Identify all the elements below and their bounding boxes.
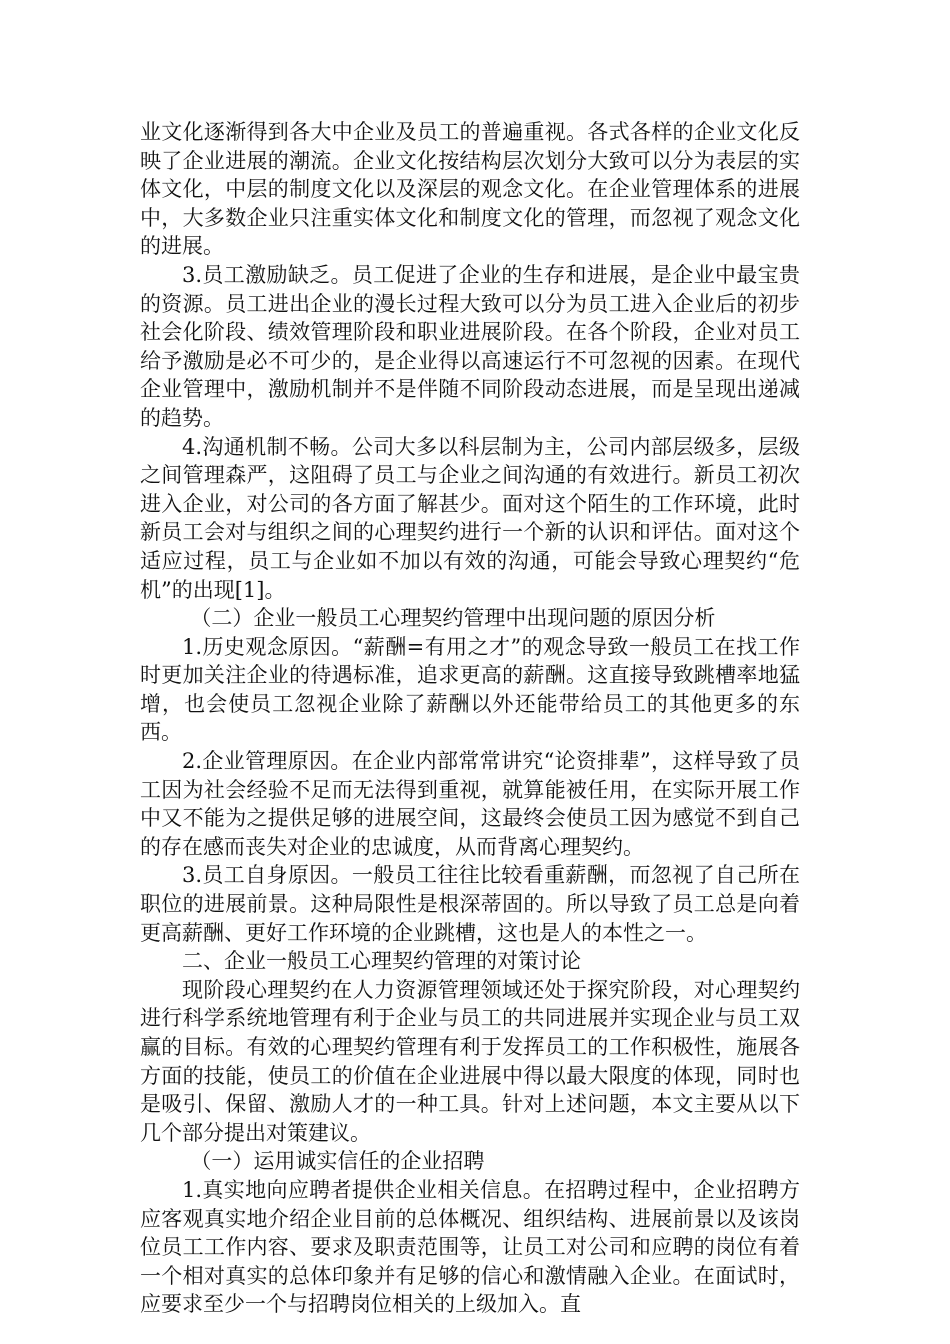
subheading-honest-recruitment: （一）运用诚实信任的企业招聘 xyxy=(190,1149,485,1174)
document-body xyxy=(140,118,800,1319)
paragraph-employee-incentive: 3.员工激励缺乏。员工促进了企业的生存和进展，是企业中最宝贵的资源。员工进出企业的漫长过程大致可以分为员工进入企业后的初步社会化阶段、绩效管理阶段和职业进展阶段。在各个阶段，企业对员工给予激励是必不可少的，是企业得以高速运行不可忽视的因素。在现代企业管理中，激励机制并不是伴随不同阶段动态进展，而是呈现出递减的趋势。 xyxy=(140,262,800,430)
section-heading-countermeasures: 二、企业一般员工心理契约管理的对策讨论 xyxy=(182,949,581,974)
paragraph-countermeasures-intro: 现阶段心理契约在人力资源管理领域还处于探究阶段，对心理契约进行科学系统地管理有利于企业与员工的共同进展并实现企业与员工双赢的目标。有效的心理契约管理有利于发挥员工的工作积极性，施展各方面的技能，使员工的价值在企业进展中得以最大限度的体现，同时也是吸引、保留、激励人才的一种工具。针对上述问题，本文主要从以下几个部分提出对策建议。 xyxy=(140,977,800,1145)
paragraph-communication: 4.沟通机制不畅。公司大多以科层制为主，公司内部层级多，层级之间管理森严，这阻碍了员工与企业之间沟通的有效进行。新员工初次进入企业，对公司的各方面了解甚少。面对这个陌生的工作环境，此时新员工会对与组织之间的心理契约进行一个新的认识和评估。面对这个适应过程，员工与企业如不加以有效的沟通，可能会导致心理契约“危机”的出现[1]。 xyxy=(140,434,800,602)
paragraph-historical-reason: 1.历史观念原因。“薪酬=有用之才”的观念导致一般员工在找工作时更加关注企业的待遇标准，追求更高的薪酬。这直接导致跳槽率地猛增，也会使员工忽视企业除了薪酬以外还能带给员工的其他更多的东西。 xyxy=(140,634,800,745)
paragraph-provide-info: 1.真实地向应聘者提供企业相关信息。在招聘过程中，企业招聘方应客观真实地介绍企业目前的总体概况、组织结构、进展前景以及该岗位员工工作内容、要求及职责范围等，让员工对公司和应聘的岗位有着一个相对真实的总体印象并有足够的信心和激情融入企业。在面试时，应要求至少一个与招聘岗位相关的上级加入。直 xyxy=(140,1177,800,1317)
paragraph-continuation-culture: 业文化逐渐得到各大中企业及员工的普遍重视。各式各样的企业文化反映了企业进展的潮流。企业文化按结构层次划分大致可以分为表层的实体文化，中层的制度文化以及深层的观念文化。在企业管理体系的进展中，大多数企业只注重实体文化和制度文化的管理，而忽视了观念文化的进展。 xyxy=(140,120,800,259)
subheading-cause-analysis: （二）企业一般员工心理契约管理中出现问题的原因分析 xyxy=(190,606,716,631)
paragraph-management-reason: 2.企业管理原因。在企业内部常常讲究“论资排辈”，这样导致了员工因为社会经验不足而无法得到重视，就算能被任用，在实际开展工作中又不能为之提供足够的进展空间，这最终会使员工因为感觉不到自己的存在感而丧失对企业的忠诚度，从而背离心理契约。 xyxy=(140,749,800,859)
paragraph-self-reason: 3.员工自身原因。一般员工往往比较看重薪酬，而忽视了自己所在职位的进展前景。这种局限性是根深蒂固的。所以导致了员工总是向着更高薪酬、更好工作环境的企业跳槽，这也是人的本性之一。 xyxy=(140,863,800,945)
